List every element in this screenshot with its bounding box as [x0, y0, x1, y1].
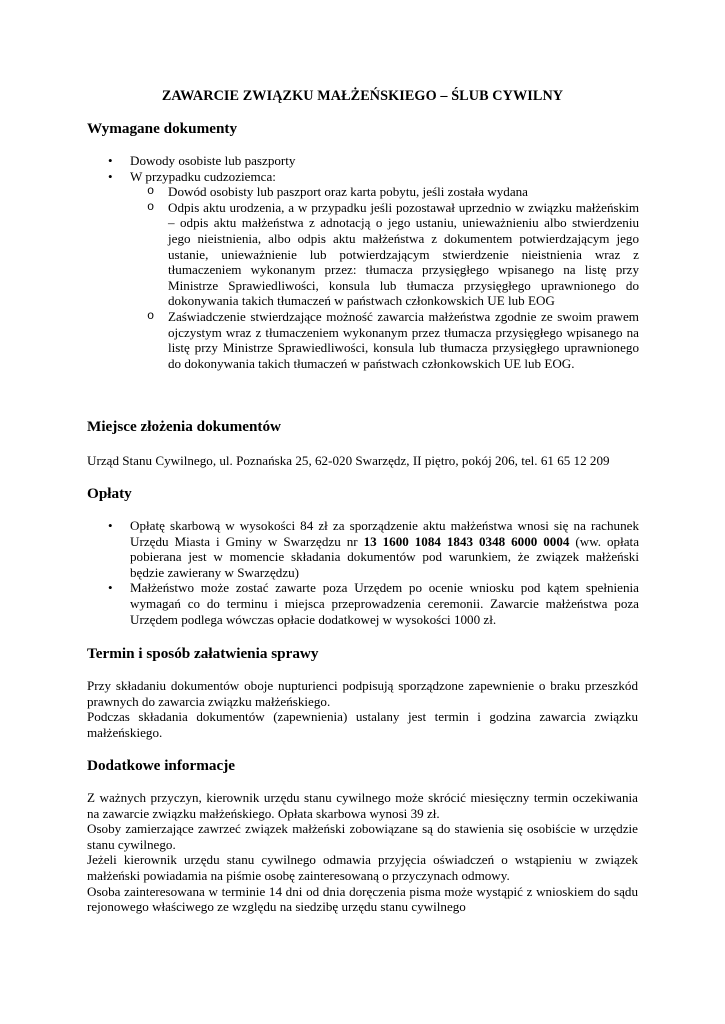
- sub-list-item-text: Dowód osobisty lub paszport oraz karta pobytu, jeśli została wydana: [168, 184, 528, 200]
- sub-list-item: [147, 200, 639, 309]
- fees-list: [108, 518, 639, 627]
- paragraph: Przy składaniu dokumentów oboje nupturienci podpisują sporządzone zapewnienie o braku przeszkód prawnych do zawarcia związku małżeńskiego.: [87, 678, 638, 709]
- fee-text: Opłatę skarbową w wysokości 84 zł za sporządzenie aktu małżeństwa wnosi się na rachunek Urzędu Miasta i Gminy w Swarzędzu nr: [130, 518, 639, 549]
- list-item-text: Dowody osobiste lub paszporty: [130, 153, 296, 168]
- sub-list-item-text: Odpis aktu urodzenia, a w przypadku jeśli pozostawał uprzednio w związku małżeńskim – odpis aktu małżeństwa z adnotacją o jego ustaniu, unieważnieniu albo stwierdzeniu jego nieistnienia, albo odpis aktu małżeństwa z dokumentem potwierdzającym jego ustanie, unieważnienie lub potwierdzającym stwierdzenie nieistnienia wraz z tłumaczeniem wykonanym przez: tłumacza przysięgłego wpisanego na listę przy Ministrze Sprawiedliwości, konsula lub tłumacza przysięgłego uprawnionego do dokonywania takich tłumaczeń w państwach członkowskich UE lub EOG: [168, 199, 639, 309]
- paragraph: Podczas składania dokumentów (zapewnienia) ustalany jest termin i godzina zawarcia związku małżeńskiego.: [87, 709, 638, 740]
- page-title: ZAWARCIE ZWIĄZKU MAŁŻEŃSKIEGO – ŚLUB CYWILNY: [161, 88, 564, 104]
- fee-note: (ww. opłata pobierana jest w momencie składania dokumentów pod warunkiem, że związek małżeński będzie zawierany w Swarzędzu): [130, 533, 640, 580]
- procedure-text: [87, 678, 638, 740]
- heading-additional-info: Dodatkowe informacje: [87, 757, 236, 774]
- required-documents-list: [108, 153, 639, 371]
- sub-list-item-text: Zaświadczenie stwierdzające możność zawarcia małżeństwa zgodnie ze swoim prawem ojczystym wraz z tłumaczeniem wykonanym przez tłumacza przysięgłego wpisanego na listę przy Ministrze Sprawiedliwości, konsula lub tłumacza przysięgłego uprawnionego do dokonywania takich tłumaczeń w państwach członkowskich UE lub EOG.: [168, 308, 639, 371]
- foreigner-documents-sublist: [130, 184, 639, 371]
- heading-procedure: Termin i sposób załatwienia sprawy: [87, 645, 319, 662]
- heading-fees: Opłaty: [87, 485, 132, 502]
- bank-account-number: 13 1600 1084 1843 0348 6000 0004: [363, 533, 570, 549]
- list-item: [108, 153, 639, 169]
- paragraph: Osoby zamierzające zawrzeć związek małżeński zobowiązane są do stawienia się osobiście w urzędzie stanu cywilnego.: [87, 821, 638, 852]
- heading-submission-place: Miejsce złożenia dokumentów: [87, 418, 282, 435]
- list-item: [108, 169, 639, 372]
- list-item-text: W przypadku cudzoziemca:: [130, 168, 276, 184]
- additional-info-text: [87, 790, 638, 915]
- list-item: [108, 518, 639, 580]
- submission-place-text: Urząd Stanu Cywilnego, ul. Poznańska 25, 62-020 Swarzędz, II piętro, pokój 206, tel. 61 65 12 209: [87, 453, 610, 468]
- list-item-text: Małżeństwo może zostać zawarte poza Urzędem po ocenie wniosku pod kątem spełnienia wymagań co do terminu i miejsca przeprowadzenia ceremonii. Zawarcie małżeństwa poza Urzędem podlega wówczas opłacie dodatkowej w wysokości 1000 zł.: [130, 580, 639, 627]
- list-item: [108, 580, 639, 627]
- sub-list-item: [147, 309, 639, 371]
- sub-list-item: [147, 184, 639, 200]
- paragraph: Z ważnych przyczyn, kierownik urzędu stanu cywilnego może skrócić miesięczny termin oczekiwania na zawarcie związku małżeńskiego. Opłata skarbowa wynosi 39 zł.: [87, 790, 638, 821]
- heading-required-documents: Wymagane dokumenty: [87, 120, 238, 137]
- paragraph: Osoba zainteresowana w terminie 14 dni od dnia doręczenia pisma może wystąpić z wnioskiem do sądu rejonowego właściwego ze względu na siedzibę urzędu stanu cywilnego: [87, 883, 638, 915]
- paragraph: Jeżeli kierownik urzędu stanu cywilnego odmawia przyjęcia oświadczeń o wstąpieniu w związek małżeński powiadamia na piśmie osobę zainteresowaną o przyczynach odmowy.: [87, 852, 638, 883]
